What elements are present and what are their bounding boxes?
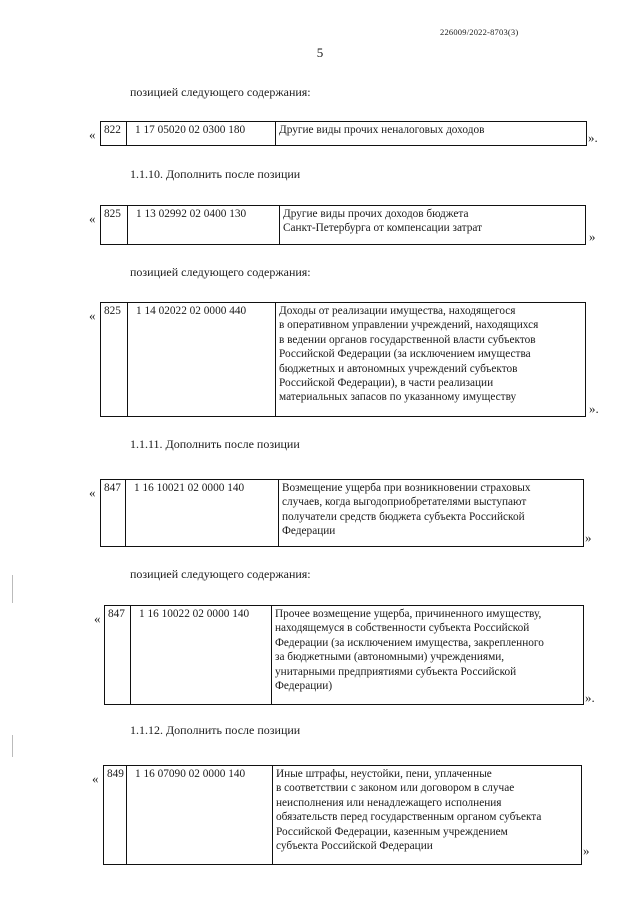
table-row [103, 765, 582, 865]
open-quote: « [94, 611, 101, 626]
kbk-code-cell: 1 13 02992 02 0400 130 [128, 206, 280, 244]
description-line: находящемуся в собственности субъекта Российской [275, 622, 530, 635]
close-quote: ». [588, 130, 598, 145]
scan-mark [12, 735, 13, 757]
description-line: в ведении органов государственной власти субъектов [279, 333, 536, 346]
description-line: Федерации (за исключением имущества, закрепленного [275, 636, 544, 649]
description-cell [276, 303, 585, 416]
description-line: материальных запасов по указанному имуществу [279, 391, 517, 404]
description-cell [272, 606, 583, 704]
paragraph: позицией следующего содержания: [130, 567, 311, 581]
page-number: 5 [316, 45, 324, 60]
open-quote: « [92, 771, 99, 786]
kbk-code-cell: 1 16 10022 02 0000 140 [131, 606, 272, 704]
description-cell [273, 766, 581, 864]
open-quote: « [89, 127, 96, 142]
description-line: Возмещение ущерба при возникновении страховых [282, 482, 531, 494]
table-row [100, 302, 586, 417]
admin-code-cell: 822 [101, 122, 127, 145]
document-number: 226009/2022-8703(3) [440, 27, 519, 37]
kbk-code-cell: 1 17 05020 02 0300 180 [127, 122, 276, 145]
description-line: Федерации [282, 525, 336, 538]
paragraph: позицией следующего содержания: [130, 85, 311, 99]
description-cell [276, 122, 586, 145]
description-line: бюджетных и автономных учреждений субъектов [279, 362, 518, 375]
open-quote: « [89, 211, 96, 226]
admin-code-cell: 849 [104, 766, 127, 864]
description-line: Федерации) [275, 680, 333, 693]
description-line: Прочее возмещение ущерба, причиненного имуществу, [275, 608, 542, 620]
description-line: за бюджетными (автономными) учреждениями, [275, 651, 505, 664]
close-quote: » [585, 530, 592, 545]
description-cell [280, 206, 585, 244]
description-line: Российской Федерации), в части реализации [279, 377, 494, 390]
close-quote: ». [589, 401, 599, 416]
open-quote: « [89, 308, 96, 323]
kbk-code-cell: 1 16 10021 02 0000 140 [126, 480, 279, 546]
description-cell [279, 480, 583, 546]
description-line: в соответствии с законом или договором в случае [276, 782, 515, 795]
description-line: случаев, когда выгодоприобретателями выступают [282, 496, 527, 509]
description-line: Другие виды прочих неналоговых доходов [279, 124, 485, 136]
admin-code-cell: 825 [101, 303, 128, 416]
description-line: неисполнения или ненадлежащего исполнения [276, 796, 502, 809]
admin-code-cell: 847 [101, 480, 126, 546]
description-line: унитарными предприятиями субъекта Российской [275, 665, 517, 678]
close-quote: ». [585, 690, 595, 705]
open-quote: « [89, 485, 96, 500]
description-line: Доходы от реализации имущества, находящегося [279, 305, 516, 317]
description-line: Российской Федерации (за исключением имущества [279, 348, 531, 361]
description-line: Иные штрафы, неустойки, пени, уплаченные [276, 768, 492, 780]
paragraph: 1.1.10. Дополнить после позиции [130, 167, 301, 181]
table-row [100, 121, 587, 146]
paragraph: позицией следующего содержания: [130, 265, 311, 279]
description-line: Санкт-Петербурга от компенсации затрат [283, 222, 483, 235]
description-line: Другие виды прочих доходов бюджета [283, 208, 469, 220]
table-row [104, 605, 584, 705]
description-line: получатели средств бюджета субъекта Российской [282, 510, 525, 523]
admin-code-cell: 847 [105, 606, 131, 704]
paragraph: 1.1.12. Дополнить после позиции [130, 723, 301, 737]
description-line: Российской Федерации, казенным учреждением [276, 825, 508, 838]
close-quote: » [583, 843, 590, 858]
kbk-code-cell: 1 16 07090 02 0000 140 [127, 766, 273, 864]
scan-mark [12, 575, 13, 603]
paragraph: 1.1.11. Дополнить после позиции [130, 437, 300, 451]
table-row [100, 479, 584, 547]
description-line: в оперативном управлении учреждений, находящихся [279, 319, 539, 332]
description-line: субъекта Российской Федерации [276, 840, 433, 853]
kbk-code-cell: 1 14 02022 02 0000 440 [128, 303, 276, 416]
close-quote: » [589, 229, 596, 244]
description-line: обязательств перед государственным органом субъекта [276, 811, 542, 824]
admin-code-cell: 825 [101, 206, 128, 244]
table-row [100, 205, 586, 245]
